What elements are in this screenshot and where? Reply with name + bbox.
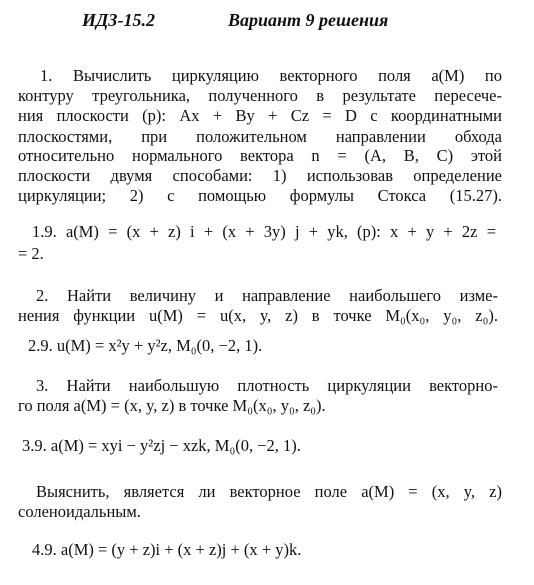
task-1-9-line-1: 1.9. a(M) = (x + z) i + (x + 3y) j + yk, (p): x + y + 2z = [32,222,496,241]
problem-1-line-5: относительно нормального вектора n = (A, B, C) этой [18,146,502,165]
task-4-9: 4.9. a(M) = (y + z)i + (x + z)j + (x + y)k. [32,540,302,559]
problem-1-line-3: ния плоскости (p): Ax + By + Cz = D с координатными [18,106,502,125]
problem-1-line-1: 1. Вычислить циркуляцию векторного поля a(M) по [40,66,502,85]
problem-1-line-6: плоскости двумя способами: 1) использовав определение [18,166,502,185]
problem-1-line-4: плоскостями, при положительном направлении обхода [18,127,502,146]
variant-heading: Вариант 9 решения [228,10,389,30]
problem-3-line-2: го поля a(M) = (x, y, z) в точке M₀(x₀, y₀, z₀). [18,396,326,415]
document-code: ИДЗ-15.2 [82,10,155,30]
problem-1-line-2: контуру треугольника, полученного в результате пересече- [18,86,502,105]
problem-4-line-1: Выяснить, является ли векторное поле a(M) = (x, y, z) [36,482,502,501]
task-2-9: 2.9. u(M) = x²y + y²z, M₀(0, −2, 1). [28,336,263,355]
problem-2-line-2: нения функции u(M) = u(x, y, z) в точке M₀(x₀, y₀, z₀). [18,306,498,325]
problem-1-line-7: циркуляции; 2) с помощью формулы Стокса (15.27). [18,186,502,205]
task-1-9-line-2: = 2. [18,244,44,263]
problem-4-line-2: соленоидальным. [18,502,141,521]
problem-2-line-1: 2. Найти величину и направление наибольшего изме- [36,286,498,305]
task-3-9: 3.9. a(M) = xyi − y²zj − xzk, M₀(0, −2, 1). [22,436,301,455]
problem-3-line-1: 3. Найти наибольшую плотность циркуляции векторно- [36,376,498,395]
